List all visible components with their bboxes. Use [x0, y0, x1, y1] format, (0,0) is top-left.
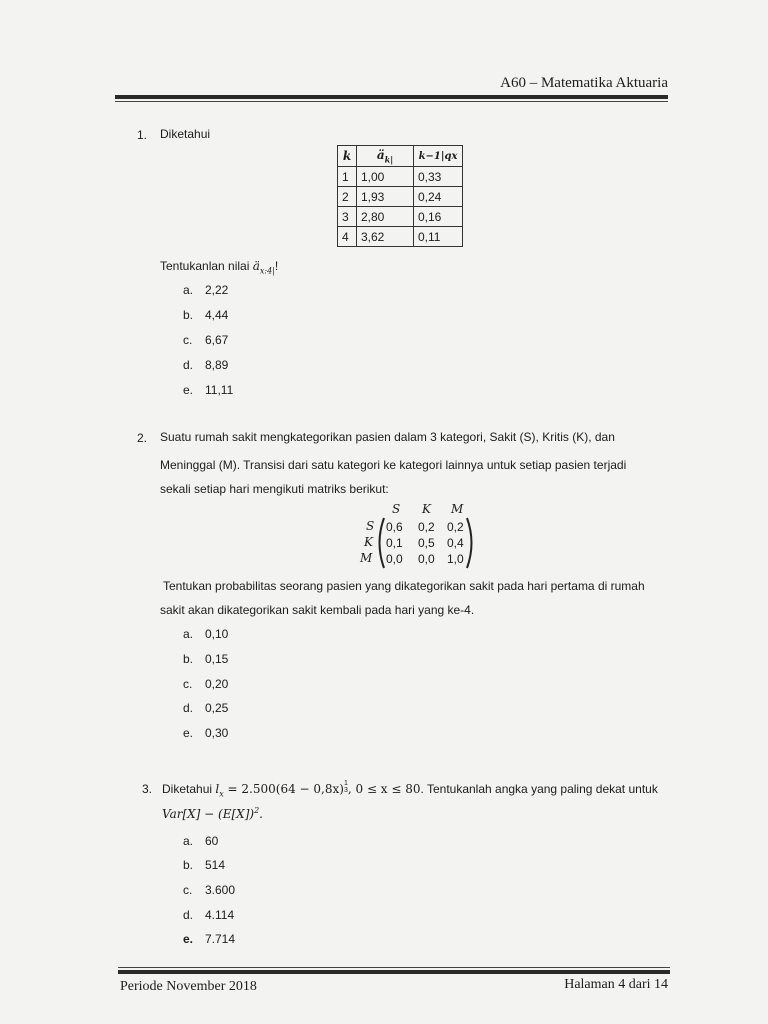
- q3-option-c[interactable]: [183, 883, 235, 897]
- table-cell: 1,93: [357, 187, 414, 207]
- q3-formula-tail: , 0 ≤ x ≤ 80: [347, 782, 421, 796]
- option-letter: d.: [183, 358, 194, 372]
- table-cell: 4: [338, 227, 357, 247]
- q3-option-a[interactable]: [183, 834, 218, 848]
- q1-table: [337, 145, 463, 247]
- q3-exponent-den: 3: [343, 787, 348, 794]
- matrix-cell: 0,2: [418, 520, 435, 534]
- q3-line-1: [162, 780, 658, 798]
- option-letter: b.: [183, 858, 194, 872]
- q3-line-2-text: Var[X] − (E[X]): [162, 807, 255, 821]
- q1-number: 1.: [137, 128, 148, 142]
- option-value: 4,44: [205, 308, 229, 322]
- header-rule-thin: [115, 101, 668, 102]
- q3-number: 3.: [142, 782, 153, 796]
- q2-line-4: Tentukan probabilitas seorang pasien yang dikategorikan sakit pada hari pertama di rumah: [163, 579, 645, 593]
- matrix-cell: 0,5: [418, 536, 435, 550]
- option-value: 0,10: [205, 627, 229, 641]
- option-value: 3.600: [205, 883, 236, 897]
- table-cell: 1,00: [357, 167, 414, 187]
- q1-th-annuity: $ä_{k|}$: [357, 146, 414, 167]
- matrix-row-label: K: [364, 535, 373, 549]
- q2-line-5: sakit akan dikategorikan sakit kembali pada hari yang ke-4.: [160, 603, 475, 617]
- option-value: 0,25: [205, 701, 229, 715]
- header-rule-thick: [115, 95, 668, 99]
- q2-line-3: sekali setiap hari mengikuti matriks berikut:: [160, 482, 389, 496]
- q3-formula-l: l: [215, 782, 220, 796]
- matrix-right-paren: [464, 517, 478, 569]
- option-letter: a.: [183, 283, 194, 297]
- q3-line-2-end: .: [259, 807, 263, 821]
- option-letter: c.: [183, 677, 193, 691]
- option-value: 514: [205, 858, 226, 872]
- option-letter: e.: [183, 932, 194, 946]
- q2-option-d[interactable]: [183, 701, 228, 715]
- matrix-cell: 0,0: [418, 552, 435, 566]
- footer-page-number: Halaman 4 dari 14: [564, 977, 668, 992]
- matrix-cell: 0,6: [386, 520, 403, 534]
- q1-th-q: k−1|qx: [414, 146, 463, 167]
- table-cell: 3,62: [357, 227, 414, 247]
- option-value: 60: [205, 834, 219, 848]
- q2-option-a[interactable]: [183, 627, 228, 641]
- q1-option-e[interactable]: [183, 383, 233, 397]
- table-cell: 0,11: [414, 227, 463, 247]
- q3-option-e[interactable]: [183, 932, 235, 946]
- transition-matrix: [360, 502, 490, 570]
- matrix-cell: 0,4: [447, 536, 464, 550]
- q1-th-annuity-symbol: ä: [376, 148, 385, 162]
- option-value: 11,11: [205, 383, 234, 397]
- option-letter: e.: [183, 726, 194, 740]
- option-value: 6,67: [205, 333, 229, 347]
- q1-option-b[interactable]: [183, 308, 228, 322]
- table-row: [338, 187, 463, 207]
- q3-formula-sub: x: [219, 789, 224, 799]
- option-letter: e.: [183, 383, 194, 397]
- q1-prompt-suffix: !: [274, 259, 279, 273]
- q2-option-b[interactable]: [183, 652, 228, 666]
- footer-period: Periode November 2018: [120, 979, 257, 994]
- q1-table-header: [338, 146, 463, 167]
- q3-option-d[interactable]: [183, 908, 234, 922]
- option-letter: b.: [183, 652, 194, 666]
- q1-prompt-symbol: ä: [252, 259, 260, 273]
- table-cell: 2,80: [357, 207, 414, 227]
- option-letter: d.: [183, 701, 194, 715]
- q2-line-1: Suatu rumah sakit mengkategorikan pasien dalam 3 kategori, Sakit (S), Kritis (K), dan: [160, 430, 615, 444]
- q2-line-2: Meninggal (M). Transisi dari satu kategori ke kategori lainnya untuk setiap pasien terjadi: [160, 458, 627, 472]
- option-letter: c.: [183, 333, 193, 347]
- q3-option-b[interactable]: [183, 858, 225, 872]
- footer-rule-thick: [118, 970, 670, 974]
- q3-intro: Diketahui: [162, 782, 216, 796]
- option-value: 7.714: [205, 932, 236, 946]
- table-cell: 0,16: [414, 207, 463, 227]
- option-value: 0,20: [205, 677, 229, 691]
- q1-prompt-sub: x:4|: [259, 266, 275, 276]
- q1-prompt: [160, 253, 278, 284]
- table-cell: 0,24: [414, 187, 463, 207]
- option-letter: d.: [183, 908, 194, 922]
- matrix-cell: 0,2: [447, 520, 464, 534]
- matrix-row-label: M: [360, 551, 373, 565]
- matrix-col-label: K: [422, 502, 431, 516]
- table-cell: 2: [338, 187, 357, 207]
- option-letter: a.: [183, 834, 194, 848]
- q3-formula-body: = 2.500(64 − 0,8x): [223, 782, 344, 796]
- q1-th-k: k: [338, 146, 357, 167]
- option-value: 8,89: [205, 358, 229, 372]
- q3-line-2-sup: 2: [254, 806, 260, 815]
- matrix-cell: 0,0: [386, 552, 403, 566]
- matrix-col-label: S: [392, 502, 401, 516]
- option-value: 0,30: [205, 726, 229, 740]
- q2-option-c[interactable]: [183, 677, 228, 691]
- option-letter: b.: [183, 308, 194, 322]
- option-value: 4.114: [205, 908, 235, 922]
- table-cell: 3: [338, 207, 357, 227]
- q1-prompt-text: Tentukanlan nilai: [160, 259, 253, 273]
- matrix-row-label: S: [366, 519, 375, 533]
- q3-line-2: [162, 806, 263, 821]
- footer-rule-thin: [118, 967, 670, 968]
- q3-text-after: . Tentukanlah angka yang paling dekat untuk: [420, 782, 658, 796]
- q1-option-a[interactable]: [183, 283, 228, 297]
- q2-number: 2.: [137, 431, 148, 445]
- table-cell: 1: [338, 167, 357, 187]
- table-row: [338, 207, 463, 227]
- option-letter: c.: [183, 883, 193, 897]
- matrix-cell: 0,1: [386, 536, 403, 550]
- matrix-left-paren: [373, 517, 387, 569]
- page-header-title: A60 – Matematika Aktuaria: [500, 75, 668, 91]
- option-value: 0,15: [205, 652, 229, 666]
- table-row: [338, 167, 463, 187]
- q1-option-d[interactable]: [183, 358, 228, 372]
- option-value: 2,22: [205, 283, 229, 297]
- q1-option-c[interactable]: [183, 333, 228, 347]
- matrix-cell: 1,0: [447, 552, 464, 566]
- q1-intro: Diketahui: [160, 127, 211, 141]
- table-cell: 0,33: [414, 167, 463, 187]
- table-row: [338, 227, 463, 247]
- matrix-col-label: M: [451, 502, 464, 516]
- q2-option-e[interactable]: [183, 726, 228, 740]
- option-letter: a.: [183, 627, 194, 641]
- q3-exponent-num: 1: [343, 780, 348, 787]
